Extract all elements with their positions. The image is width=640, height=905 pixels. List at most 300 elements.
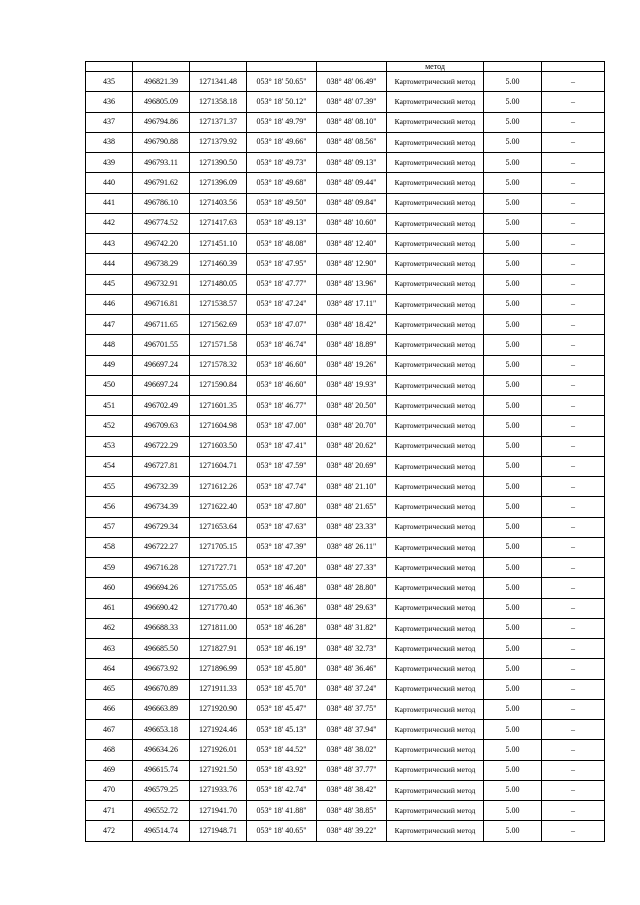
cell-latitude: 053° 18' 41.88" xyxy=(247,801,317,821)
cell-y: 1271538.57 xyxy=(190,294,247,314)
cell-latitude: 053° 18' 46.36" xyxy=(247,598,317,618)
cell-y: 1271604.98 xyxy=(190,416,247,436)
cell-latitude: 053° 18' 49.79" xyxy=(247,112,317,132)
cell-method: Картометрический метод xyxy=(387,760,484,780)
cell-point-number: 444 xyxy=(86,254,133,274)
cell-longitude: 038° 48' 08.10" xyxy=(317,112,387,132)
cell-y: 1271396.09 xyxy=(190,173,247,193)
cell-accuracy: 5.00 xyxy=(484,193,542,213)
table-row xyxy=(86,173,605,193)
cell-accuracy: 5.00 xyxy=(484,760,542,780)
cell-point-number: 464 xyxy=(86,659,133,679)
cell-point-number: 462 xyxy=(86,618,133,638)
cell-point-number: 443 xyxy=(86,234,133,254)
cell-y: 1271933.76 xyxy=(190,780,247,800)
cell-note: – xyxy=(542,537,605,557)
cell-accuracy: 5.00 xyxy=(484,335,542,355)
cell-y: 1271571.58 xyxy=(190,335,247,355)
cell-x: 496552.72 xyxy=(133,801,190,821)
cell-longitude: 038° 48' 21.10" xyxy=(317,477,387,497)
cell-accuracy: 5.00 xyxy=(484,497,542,517)
cell-x xyxy=(133,62,190,72)
table-row xyxy=(86,558,605,578)
cell-y: 1271920.90 xyxy=(190,699,247,719)
cell-method: Картометрический метод xyxy=(387,294,484,314)
cell-x: 496615.74 xyxy=(133,760,190,780)
cell-point-number: 472 xyxy=(86,821,133,841)
cell-x: 496688.33 xyxy=(133,618,190,638)
cell-point-number: 457 xyxy=(86,517,133,537)
table-row xyxy=(86,618,605,638)
cell-y: 1271578.32 xyxy=(190,355,247,375)
cell-note: – xyxy=(542,456,605,476)
table-row xyxy=(86,254,605,274)
cell-y: 1271341.48 xyxy=(190,72,247,92)
cell-longitude: 038° 48' 20.62" xyxy=(317,436,387,456)
cell-note: – xyxy=(542,132,605,152)
cell-method: Картометрический метод xyxy=(387,537,484,557)
cell-latitude: 053° 18' 47.00" xyxy=(247,416,317,436)
cell-x: 496711.65 xyxy=(133,315,190,335)
cell-point-number: 442 xyxy=(86,213,133,233)
cell-note: – xyxy=(542,679,605,699)
cell-note: – xyxy=(542,598,605,618)
cell-longitude: 038° 48' 09.44" xyxy=(317,173,387,193)
table-row xyxy=(86,659,605,679)
cell-longitude: 038° 48' 18.89" xyxy=(317,335,387,355)
cell-point-number: 469 xyxy=(86,760,133,780)
cell-y: 1271612.26 xyxy=(190,477,247,497)
cell-method: Картометрический метод xyxy=(387,153,484,173)
cell-longitude: 038° 48' 32.73" xyxy=(317,639,387,659)
cell-longitude: 038° 48' 06.49" xyxy=(317,72,387,92)
cell-latitude: 053° 18' 46.28" xyxy=(247,618,317,638)
cell-x: 496791.62 xyxy=(133,173,190,193)
cell-accuracy: 5.00 xyxy=(484,659,542,679)
cell-point-number: 436 xyxy=(86,92,133,112)
cell-accuracy: 5.00 xyxy=(484,740,542,760)
cell-note: – xyxy=(542,355,605,375)
cell-note: – xyxy=(542,274,605,294)
cell-note: – xyxy=(542,416,605,436)
cell-note: – xyxy=(542,801,605,821)
cell-y: 1271948.71 xyxy=(190,821,247,841)
table-row xyxy=(86,578,605,598)
cell-note: – xyxy=(542,477,605,497)
cell-method: Картометрический метод xyxy=(387,720,484,740)
cell-accuracy: 5.00 xyxy=(484,315,542,335)
cell-x: 496821.39 xyxy=(133,72,190,92)
cell-x: 496729.34 xyxy=(133,517,190,537)
cell-latitude: 053° 18' 46.74" xyxy=(247,335,317,355)
table-row xyxy=(86,274,605,294)
cell-longitude: 038° 48' 20.69" xyxy=(317,456,387,476)
cell-longitude: 038° 48' 37.75" xyxy=(317,699,387,719)
cell-x: 496701.55 xyxy=(133,335,190,355)
cell-y: 1271371.37 xyxy=(190,112,247,132)
cell-latitude: 053° 18' 47.24" xyxy=(247,294,317,314)
cell-method: Картометрический метод xyxy=(387,578,484,598)
cell-point-number: 435 xyxy=(86,72,133,92)
cell-note: – xyxy=(542,517,605,537)
cell-accuracy: 5.00 xyxy=(484,92,542,112)
cell-x: 496579.25 xyxy=(133,780,190,800)
cell-method: Картометрический метод xyxy=(387,598,484,618)
cell-x: 496790.88 xyxy=(133,132,190,152)
table-row xyxy=(86,335,605,355)
cell-note: – xyxy=(542,112,605,132)
cell-longitude: 038° 48' 09.84" xyxy=(317,193,387,213)
table-row xyxy=(86,315,605,335)
cell-point-number: 451 xyxy=(86,396,133,416)
cell-accuracy: 5.00 xyxy=(484,598,542,618)
cell-longitude: 038° 48' 20.70" xyxy=(317,416,387,436)
cell-longitude xyxy=(317,62,387,72)
table-row xyxy=(86,477,605,497)
cell-longitude: 038° 48' 12.90" xyxy=(317,254,387,274)
cell-accuracy: 5.00 xyxy=(484,294,542,314)
cell-longitude: 038° 48' 27.33" xyxy=(317,558,387,578)
cell-latitude: 053° 18' 47.41" xyxy=(247,436,317,456)
cell-latitude: 053° 18' 49.68" xyxy=(247,173,317,193)
cell-method: Картометрический метод xyxy=(387,72,484,92)
cell-method: Картометрический метод xyxy=(387,396,484,416)
table-row xyxy=(86,720,605,740)
cell-method: Картометрический метод xyxy=(387,193,484,213)
cell-accuracy: 5.00 xyxy=(484,274,542,294)
cell-latitude: 053° 18' 47.95" xyxy=(247,254,317,274)
table-row xyxy=(86,375,605,395)
cell-accuracy: 5.00 xyxy=(484,436,542,456)
cell-x: 496793.11 xyxy=(133,153,190,173)
cell-longitude: 038° 48' 23.33" xyxy=(317,517,387,537)
cell-point-number: 468 xyxy=(86,740,133,760)
cell-longitude: 038° 48' 08.56" xyxy=(317,132,387,152)
cell-y: 1271604.71 xyxy=(190,456,247,476)
cell-method: Картометрический метод xyxy=(387,699,484,719)
cell-latitude: 053° 18' 46.60" xyxy=(247,355,317,375)
cell-method: Картометрический метод xyxy=(387,780,484,800)
cell-point-number: 449 xyxy=(86,355,133,375)
cell-accuracy: 5.00 xyxy=(484,173,542,193)
cell-accuracy: 5.00 xyxy=(484,780,542,800)
cell-note: – xyxy=(542,193,605,213)
table-row xyxy=(86,456,605,476)
cell-method: Картометрический метод xyxy=(387,517,484,537)
cell-latitude: 053° 18' 49.13" xyxy=(247,213,317,233)
cell-x: 496670.89 xyxy=(133,679,190,699)
cell-longitude: 038° 48' 26.11" xyxy=(317,537,387,557)
cell-accuracy: 5.00 xyxy=(484,639,542,659)
cell-latitude: 053° 18' 49.73" xyxy=(247,153,317,173)
cell-latitude: 053° 18' 47.39" xyxy=(247,537,317,557)
cell-y: 1271451.10 xyxy=(190,234,247,254)
cell-accuracy: 5.00 xyxy=(484,801,542,821)
cell-y: 1271924.46 xyxy=(190,720,247,740)
cell-point-number: 454 xyxy=(86,456,133,476)
cell-method: Картометрический метод xyxy=(387,679,484,699)
cell-method: Картометрический метод xyxy=(387,274,484,294)
cell-x: 496734.39 xyxy=(133,497,190,517)
cell-note: – xyxy=(542,780,605,800)
cell-x: 496805.09 xyxy=(133,92,190,112)
cell-y: 1271480.05 xyxy=(190,274,247,294)
table-row-continued xyxy=(86,62,605,72)
cell-longitude: 038° 48' 28.80" xyxy=(317,578,387,598)
table-row xyxy=(86,598,605,618)
cell-note: – xyxy=(542,659,605,679)
table-row xyxy=(86,153,605,173)
cell-y: 1271601.35 xyxy=(190,396,247,416)
cell-latitude: 053° 18' 47.63" xyxy=(247,517,317,537)
cell-accuracy: 5.00 xyxy=(484,132,542,152)
cell-longitude: 038° 48' 20.50" xyxy=(317,396,387,416)
cell-longitude: 038° 48' 37.24" xyxy=(317,679,387,699)
table-row xyxy=(86,355,605,375)
table-row xyxy=(86,537,605,557)
cell-latitude: 053° 18' 49.66" xyxy=(247,132,317,152)
cell-y xyxy=(190,62,247,72)
cell-longitude: 038° 48' 29.63" xyxy=(317,598,387,618)
cell-point-number: 467 xyxy=(86,720,133,740)
cell-point-number: 458 xyxy=(86,537,133,557)
cell-method: Картометрический метод xyxy=(387,558,484,578)
cell-accuracy: 5.00 xyxy=(484,112,542,132)
cell-longitude: 038° 48' 38.85" xyxy=(317,801,387,821)
cell-latitude: 053° 18' 47.20" xyxy=(247,558,317,578)
cell-point-number: 461 xyxy=(86,598,133,618)
cell-latitude: 053° 18' 45.13" xyxy=(247,720,317,740)
cell-note: – xyxy=(542,618,605,638)
cell-accuracy: 5.00 xyxy=(484,477,542,497)
cell-point-number: 460 xyxy=(86,578,133,598)
cell-method: Картометрический метод xyxy=(387,315,484,335)
cell-note: – xyxy=(542,760,605,780)
cell-latitude: 053° 18' 45.70" xyxy=(247,679,317,699)
cell-x: 496727.81 xyxy=(133,456,190,476)
cell-note: – xyxy=(542,639,605,659)
cell-accuracy: 5.00 xyxy=(484,558,542,578)
cell-latitude: 053° 18' 50.65" xyxy=(247,72,317,92)
cell-x: 496794.86 xyxy=(133,112,190,132)
cell-method: Картометрический метод xyxy=(387,821,484,841)
cell-point-number: 448 xyxy=(86,335,133,355)
cell-point-number: 445 xyxy=(86,274,133,294)
cell-latitude: 053° 18' 46.60" xyxy=(247,375,317,395)
cell-longitude: 038° 48' 09.13" xyxy=(317,153,387,173)
table-row xyxy=(86,679,605,699)
cell-method: Картометрический метод xyxy=(387,801,484,821)
cell-x: 496702.49 xyxy=(133,396,190,416)
cell-y: 1271811.00 xyxy=(190,618,247,638)
cell-note: – xyxy=(542,72,605,92)
table-row xyxy=(86,801,605,821)
cell-note: – xyxy=(542,254,605,274)
cell-longitude: 038° 48' 21.65" xyxy=(317,497,387,517)
cell-accuracy: 5.00 xyxy=(484,396,542,416)
cell-longitude: 038° 48' 39.22" xyxy=(317,821,387,841)
cell-note: – xyxy=(542,335,605,355)
cell-y: 1271727.71 xyxy=(190,558,247,578)
cell-longitude: 038° 48' 37.77" xyxy=(317,760,387,780)
cell-point-number: 456 xyxy=(86,497,133,517)
cell-y: 1271403.56 xyxy=(190,193,247,213)
cell-point-number: 439 xyxy=(86,153,133,173)
table-row xyxy=(86,213,605,233)
cell-accuracy: 5.00 xyxy=(484,234,542,254)
cell-point-number: 463 xyxy=(86,639,133,659)
cell-y: 1271921.50 xyxy=(190,760,247,780)
cell-longitude: 038° 48' 37.94" xyxy=(317,720,387,740)
cell-note: – xyxy=(542,294,605,314)
cell-x: 496732.39 xyxy=(133,477,190,497)
table-row xyxy=(86,193,605,213)
cell-method: Картометрический метод xyxy=(387,112,484,132)
cell-y: 1271603.50 xyxy=(190,436,247,456)
cell-latitude: 053° 18' 46.19" xyxy=(247,639,317,659)
cell-y: 1271417.63 xyxy=(190,213,247,233)
cell-method: Картометрический метод xyxy=(387,173,484,193)
cell-note: – xyxy=(542,497,605,517)
cell-y: 1271460.39 xyxy=(190,254,247,274)
cell-accuracy xyxy=(484,62,542,72)
cell-y: 1271911.33 xyxy=(190,679,247,699)
cell-method: Картометрический метод xyxy=(387,639,484,659)
cell-method: Картометрический метод xyxy=(387,234,484,254)
cell-note: – xyxy=(542,578,605,598)
cell-accuracy: 5.00 xyxy=(484,679,542,699)
cell-point-number: 452 xyxy=(86,416,133,436)
table-body xyxy=(86,62,605,842)
cell-x: 496774.52 xyxy=(133,213,190,233)
cell-note: – xyxy=(542,315,605,335)
cell-latitude: 053° 18' 47.80" xyxy=(247,497,317,517)
cell-longitude: 038° 48' 19.26" xyxy=(317,355,387,375)
table-row xyxy=(86,112,605,132)
cell-longitude: 038° 48' 31.82" xyxy=(317,618,387,638)
cell-method: Картометрический метод xyxy=(387,477,484,497)
cell-y: 1271827.91 xyxy=(190,639,247,659)
cell-latitude: 053° 18' 42.74" xyxy=(247,780,317,800)
cell-x: 496663.89 xyxy=(133,699,190,719)
cell-method: Картометрический метод xyxy=(387,416,484,436)
cell-longitude: 038° 48' 12.40" xyxy=(317,234,387,254)
cell-longitude: 038° 48' 38.02" xyxy=(317,740,387,760)
table-row xyxy=(86,92,605,112)
table-row xyxy=(86,760,605,780)
cell-note: – xyxy=(542,213,605,233)
cell-method: Картометрический метод xyxy=(387,213,484,233)
cell-latitude: 053° 18' 45.80" xyxy=(247,659,317,679)
cell-latitude: 053° 18' 44.52" xyxy=(247,740,317,760)
cell-x: 496738.29 xyxy=(133,254,190,274)
cell-method: метод xyxy=(387,62,484,72)
table-row xyxy=(86,740,605,760)
cell-point-number: 465 xyxy=(86,679,133,699)
cell-x: 496673.92 xyxy=(133,659,190,679)
cell-point-number: 471 xyxy=(86,801,133,821)
cell-latitude: 053° 18' 46.48" xyxy=(247,578,317,598)
cell-x: 496514.74 xyxy=(133,821,190,841)
cell-longitude: 038° 48' 38.42" xyxy=(317,780,387,800)
cell-x: 496732.91 xyxy=(133,274,190,294)
table-row xyxy=(86,821,605,841)
cell-note: – xyxy=(542,375,605,395)
cell-y: 1271590.84 xyxy=(190,375,247,395)
cell-point-number: 441 xyxy=(86,193,133,213)
table-row xyxy=(86,639,605,659)
cell-point-number: 437 xyxy=(86,112,133,132)
cell-accuracy: 5.00 xyxy=(484,618,542,638)
cell-longitude: 038° 48' 19.93" xyxy=(317,375,387,395)
cell-latitude: 053° 18' 45.47" xyxy=(247,699,317,719)
cell-accuracy: 5.00 xyxy=(484,375,542,395)
cell-point-number: 450 xyxy=(86,375,133,395)
table-row xyxy=(86,780,605,800)
cell-latitude: 053° 18' 43.92" xyxy=(247,760,317,780)
cell-point-number: 446 xyxy=(86,294,133,314)
cell-method: Картометрический метод xyxy=(387,355,484,375)
cell-note: – xyxy=(542,740,605,760)
cell-x: 496697.24 xyxy=(133,355,190,375)
cell-x: 496634.26 xyxy=(133,740,190,760)
cell-point-number: 447 xyxy=(86,315,133,335)
cell-y: 1271755.05 xyxy=(190,578,247,598)
cell-note: – xyxy=(542,153,605,173)
cell-point-number: 470 xyxy=(86,780,133,800)
cell-x: 496690.42 xyxy=(133,598,190,618)
cell-note: – xyxy=(542,396,605,416)
cell-y: 1271653.64 xyxy=(190,517,247,537)
table-row xyxy=(86,497,605,517)
cell-accuracy: 5.00 xyxy=(484,821,542,841)
cell-latitude: 053° 18' 48.08" xyxy=(247,234,317,254)
cell-accuracy: 5.00 xyxy=(484,578,542,598)
cell-y: 1271622.40 xyxy=(190,497,247,517)
cell-x: 496709.63 xyxy=(133,416,190,436)
cell-point-number: 459 xyxy=(86,558,133,578)
cell-y: 1271926.01 xyxy=(190,740,247,760)
cell-point-number: 455 xyxy=(86,477,133,497)
cell-x: 496722.27 xyxy=(133,537,190,557)
cell-longitude: 038° 48' 07.39" xyxy=(317,92,387,112)
cell-method: Картометрический метод xyxy=(387,436,484,456)
table-row xyxy=(86,132,605,152)
cell-note xyxy=(542,62,605,72)
cell-note: – xyxy=(542,436,605,456)
cell-latitude xyxy=(247,62,317,72)
table-row xyxy=(86,416,605,436)
cell-note: – xyxy=(542,173,605,193)
cell-longitude: 038° 48' 17.11" xyxy=(317,294,387,314)
cell-x: 496722.29 xyxy=(133,436,190,456)
cell-latitude: 053° 18' 49.50" xyxy=(247,193,317,213)
cell-y: 1271358.18 xyxy=(190,92,247,112)
cell-latitude: 053° 18' 47.59" xyxy=(247,456,317,476)
cell-point-number xyxy=(86,62,133,72)
cell-latitude: 053° 18' 46.77" xyxy=(247,396,317,416)
cell-x: 496653.18 xyxy=(133,720,190,740)
cell-accuracy: 5.00 xyxy=(484,254,542,274)
cell-accuracy: 5.00 xyxy=(484,456,542,476)
cell-method: Картометрический метод xyxy=(387,497,484,517)
cell-y: 1271705.15 xyxy=(190,537,247,557)
cell-accuracy: 5.00 xyxy=(484,72,542,92)
cell-x: 496697.24 xyxy=(133,375,190,395)
cell-x: 496716.28 xyxy=(133,558,190,578)
cell-method: Картометрический метод xyxy=(387,254,484,274)
cell-accuracy: 5.00 xyxy=(484,699,542,719)
